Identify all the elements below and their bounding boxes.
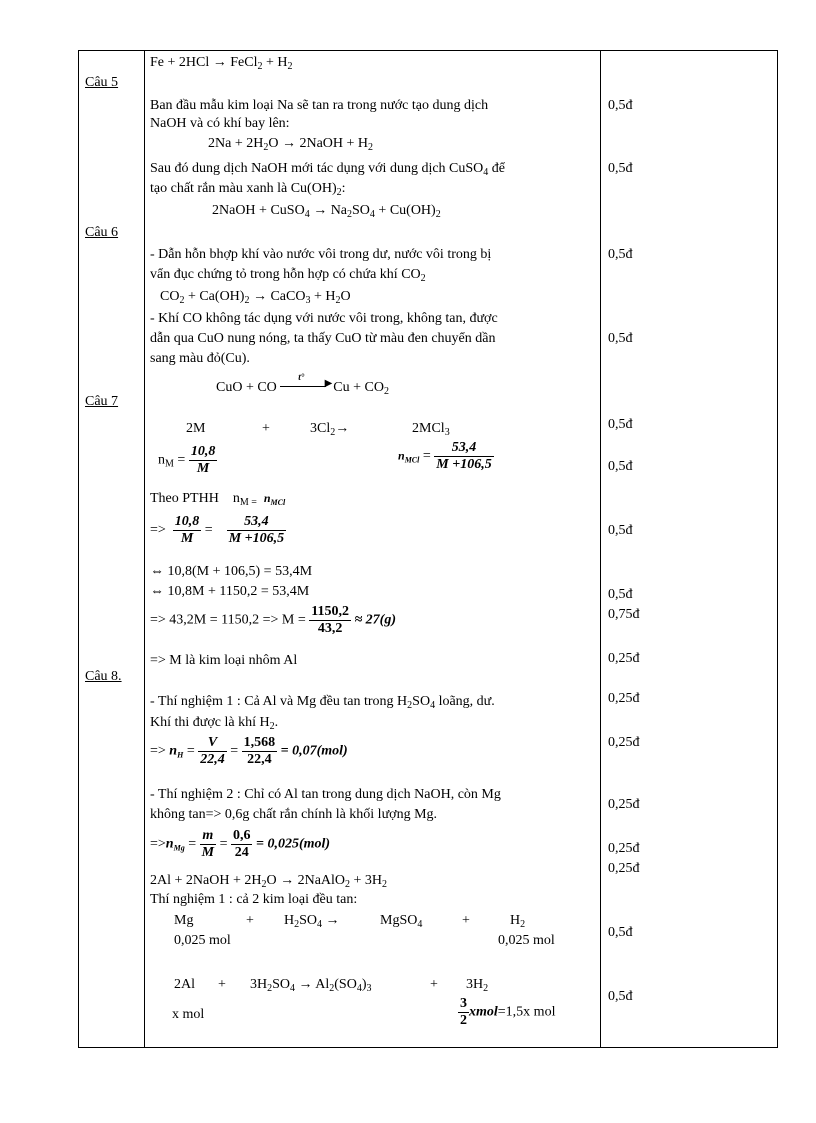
score: 0,25đ [608,861,640,876]
formula: $=>n_{Mg}$ = $\frac{m}{M}$ = $\frac{0,6}{24}$ = 0,025(mol) [150,828,331,860]
text-line: Sau đó dung dịch NaOH mới tác dụng với dung dịch CuSO$_4$ để [150,161,505,178]
equation-line: $H_2SO_4$ → [284,913,340,930]
formula: $\frac{3}{2}$ xmol=1,5x mol [460,996,556,1028]
equation-line: $H_2$ [510,913,526,930]
score: 0,5đ [608,925,633,940]
text-line: dẫn qua CuO nung nóng, ta thấy CuO từ màu đen chuyển dần [150,331,496,346]
equation-line: $3H_2SO_4 \to Al_2(SO_4)_3$ [250,977,372,994]
text-line: ⇔ 10,8(M + 106,5) = 53,4M [150,564,313,579]
text-line: 0,025 mol [174,933,231,948]
text-line: Khí thi được là khí $H_2$. [150,715,279,732]
equation-line: Fe + 2HCl → FeCl$_2$ + $H_2$ [150,55,293,72]
text-line: NaOH và có khí bay lên: [150,116,290,131]
text-line: - Thí nghiệm 2 : Chỉ có Al tan trong dung dịch NaOH, còn Mg [150,787,501,802]
equation-line: + [430,977,438,992]
text-line: Theo PTHH $n_{M =}$ $n_{MCl}$ [150,491,286,508]
equation-line: $2Na + 2H_2O$ → 2NaOH + $H_2$ [208,136,374,153]
score: 0,25đ [608,797,640,812]
score: 0,25đ [608,841,640,856]
score: 0,5đ [608,989,633,1004]
equation-line: MgSO$_4$ [380,913,423,930]
formula: => $\frac{10,8}{M}$ = $\frac{53,4}{M +106,5}$ [150,514,285,546]
text-line: ⇔ 10,8M + 1150,2 = 53,4M [150,584,310,599]
equation-line: + [218,977,226,992]
question-label: Câu 6 [85,225,119,240]
score: 0,5đ [608,331,633,346]
equation-line: + [462,913,470,928]
equation-line: $3Cl_2\to$ [310,421,350,438]
text-line: 0,025 mol [498,933,555,948]
column-divider [144,50,145,1048]
score: 0,5đ [608,247,633,262]
equation-line: $CO_2 + Ca(OH)_2$ → CaCO$_3$ + $H_2O$ [160,289,351,306]
text-line: - Khí CO không tác dụng với nước vôi trong, không tan, được [150,311,498,326]
formula: => 43,2M = 1150,2 => M = $\frac{1150,2}{43,2}$ ≈ 27(g) [150,604,396,636]
formula: $n_M$ = $\frac{10,8}{M}$ [158,444,216,476]
equation-line: $3H_2$ [466,977,489,994]
text-line: - Thí nghiệm 1 : Cả Al và Mg đều tan trong $H_2SO_4$ loãng, dư. [150,694,495,711]
equation-line: + [246,913,254,928]
text-line: x mol [172,1007,205,1022]
text-line: Thí nghiệm 1 : cả 2 kim loại đều tan: [150,892,358,907]
equation-line: 2NaOH + CuSO$_4$ → $Na_2SO_4 + Cu(OH)_2$ [212,203,441,220]
score: 0,5đ [608,523,633,538]
score: 0,25đ [608,691,640,706]
equation-line: 2M [186,421,206,436]
question-label: Câu 8. [85,669,122,684]
equation-line: 2MCl$_3$ [412,421,450,438]
score: 0,5đ [608,459,633,474]
question-label: Câu 7 [85,394,119,409]
equation-line: CuO + CO t° ▶ $Cu + CO_2$ [216,372,389,397]
score: 0,5đ [608,417,633,432]
score: 0,5đ [608,98,633,113]
text-line: không tan=> 0,6g chất rắn chính là khối lượng Mg. [150,807,438,822]
text-line: vẩn đục chứng tỏ trong hỗn hợp có chứa khí $CO_2$ [150,267,426,284]
equation-line: Mg [174,913,194,928]
score: 0,5đ [608,587,633,602]
question-label: Câu 5 [85,75,119,90]
equation-line: 2Al + 2NaOH + $2H_2O$ → 2NaAlO$_2$ + $3H_2$ [150,873,388,890]
equation-line: 2Al [174,977,195,992]
text-line: => M là kim loại nhôm Al [150,653,298,668]
score: 0,5đ [608,161,633,176]
formula: $n_{MCl}$ = $\frac{53,4}{M +106,5}$ [398,440,492,472]
text-line: Ban đầu mẫu kim loại Na sẽ tan ra trong nước tạo dung dịch [150,98,489,113]
score: 0,25đ [608,651,640,666]
text-line: - Dẫn hỗn bhợp khí vào nước vôi trong dư, nước vôi trong bị [150,247,492,262]
score: 0,25đ [608,735,640,750]
column-divider [600,50,601,1048]
text-line: tạo chất rắn màu xanh là $Cu(OH)_2$: [150,181,346,198]
score: 0,75đ [608,607,640,622]
formula: => $n_H$ = $\frac{V}{22,4}$ = $\frac{1,568}{22,4}$ = 0,07(mol) [150,735,348,767]
text-line: sang màu đỏ(Cu). [150,351,250,366]
equation-line: + [262,421,270,436]
